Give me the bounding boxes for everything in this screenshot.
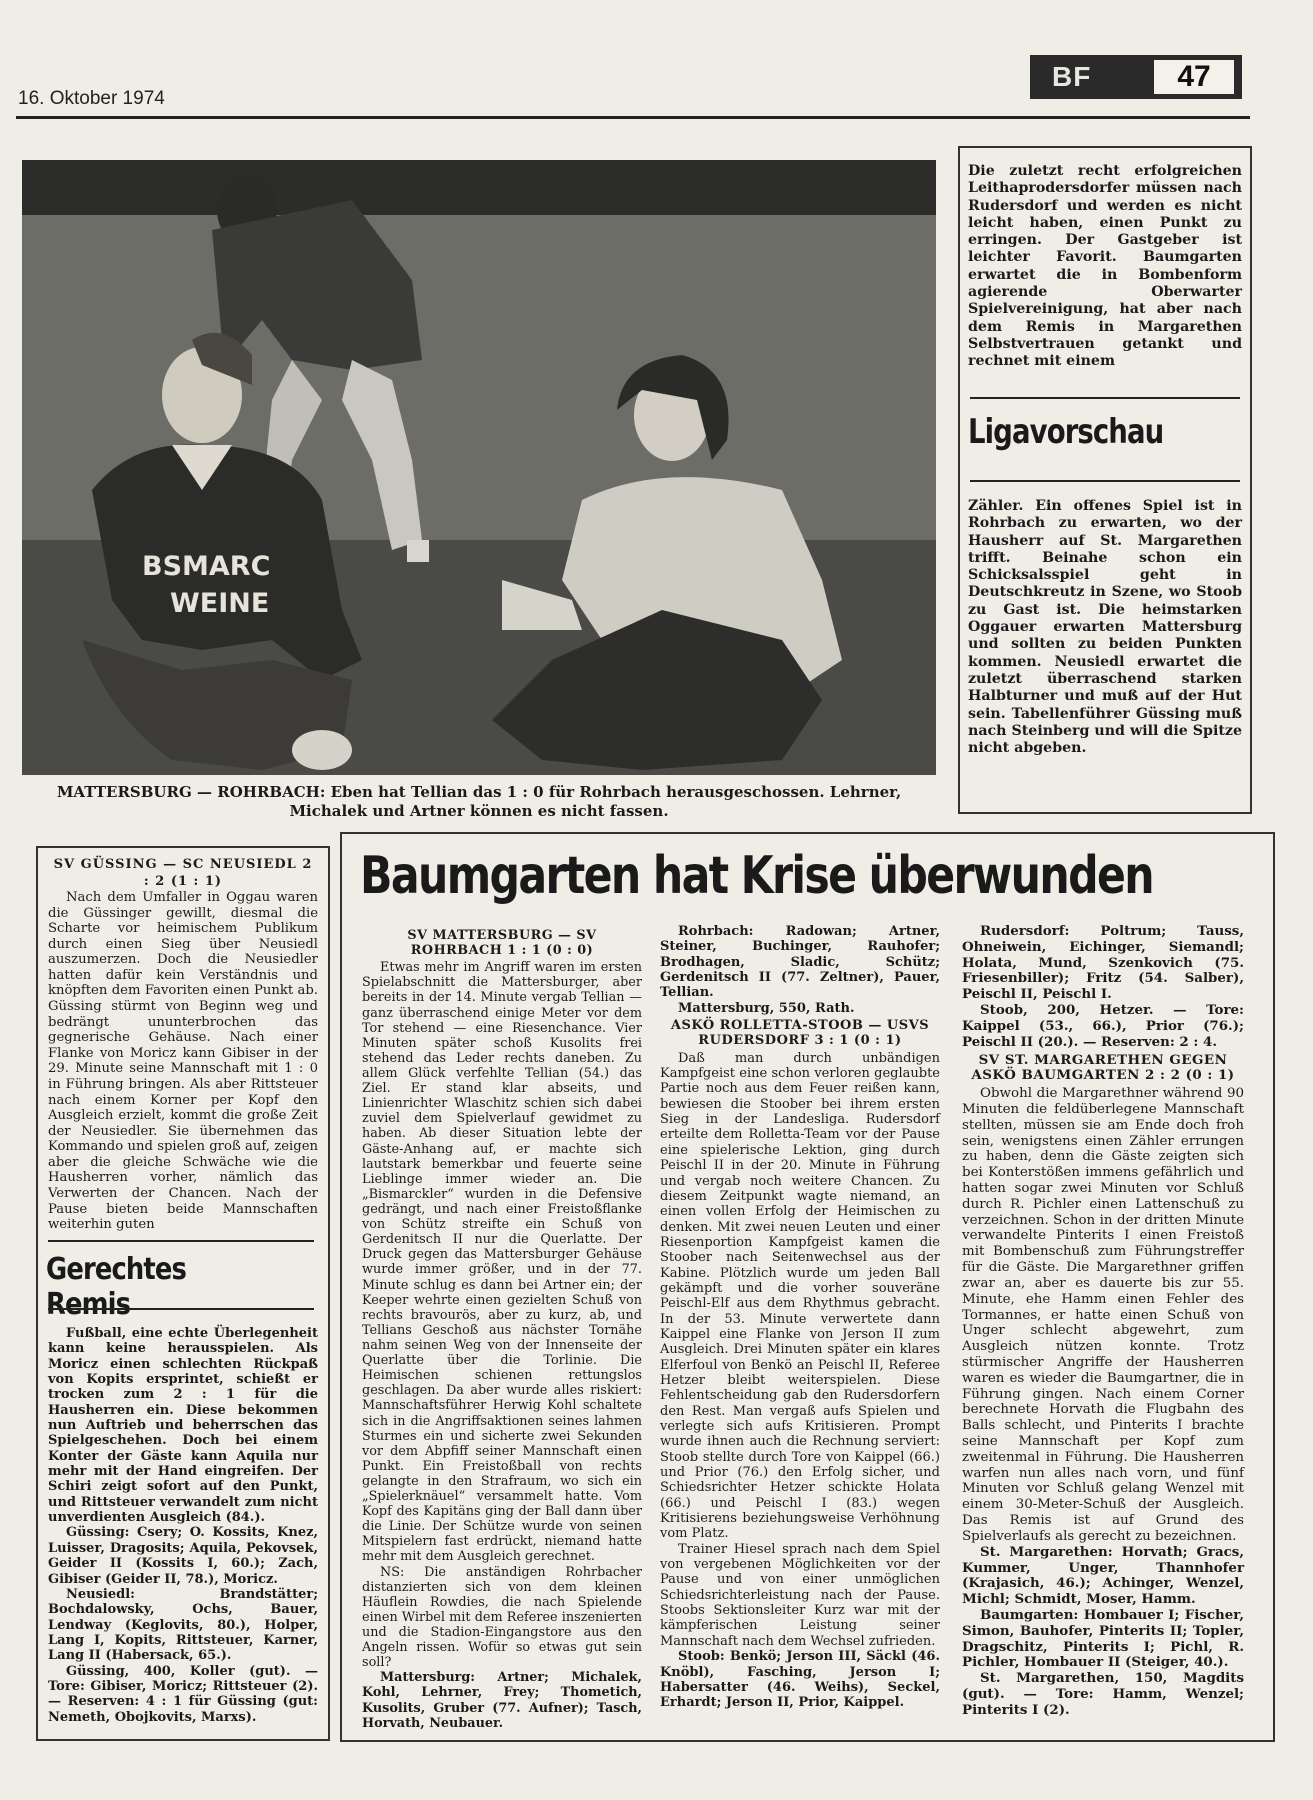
left-paragraph-2: Fußball, eine echte Überlegenheit kann keine herausspielen. Als Moricz einen schlechten Rückpaß von Kopits ersprintet, schießt er trocken zum 2 : 1 für die Hausherren ein. Diese bekommen nun Auftrieb und beherrschen das Spielgeschehen. Doch bei einem Konter der Gäste kann Aquila nur mehr mit der Hand eingreifen. Der Schiri zeigt sofort auf den Punkt, und Rittsteuer verwandelt zum nicht unverdienten Ausgleich (84.). <box>48 1326 318 1526</box>
preview-rule-top <box>970 397 1240 399</box>
logo-text: BF <box>1052 61 1092 92</box>
lineup-rohrbach: Rohrbach: Radowan; Artner, Steiner, Buchinger, Rauhofer; Brodhagen, Sladic, Schütz; Gerdenitsch II (77. Zeltner), Pauer, Tellian. <box>660 924 940 1001</box>
lineup-baumgarten: Baumgarten: Hombauer I; Fischer, Simon, Bauhofer, Pinterits II; Topler, Dragschitz, Pinterits I; Pichl, R. Pichler, Hombauer II (Steiger, 40.). <box>962 1606 1244 1671</box>
photo-caption: MATTERSBURG — ROHRBACH: Eben hat Tellian das 1 : 0 für Rohrbach herausgeschossen. Lehrner, Michalek und Artner können es nicht fassen. <box>56 783 902 820</box>
lineup-margarethen: St. Margarethen: Horvath; Gracs, Kummer, Unger, Thannhofer (Krajasich, 46.); Achinger, Wenzel, Michl; Schmidt, Moser, Hamm. <box>962 1543 1244 1608</box>
lineup-mattersburg: Mattersburg: Artner; Michalek, Kohl, Lehrner, Frey; Thometich, Kusolits, Gruber (77. Aufner); Tasch, Horvath, Neubauer. <box>362 1670 642 1731</box>
lineup-neusiedl: Neusiedl: Brandstätter; Bochdalowsky, Ochs, Bauer, Lendway (Keglovits, 80.), Holper, Lang I, Kopits, Rittsteuer, Karner, Lang II (Habersack, 65.). <box>48 1586 318 1664</box>
left-article-body <box>48 890 318 1233</box>
body-margarethen: Obwohl die Margarethner während 90 Minuten die feldüberlegene Mannschaft stellten, müssen sie am Ende doch froh sein, wenigstens einen Zähler errungen zu haben, denn die Gäste zeigten sich bei Konterstößen immens gefährlich und hatten sogar zwei Minuten vor Schluß durch R. Pichler einen Lattenschuß zu verzeichnen. Schon in der dritten Minute verwandelte Pinterits I einen Freistoß mit Bombenschuß zum Führungstreffer für die Gäste. Die Margarethner griffen zwar an, aber es dauerte bis zur 55. Minute, ehe Hamm einen Fehler des Tormannes, er hatte einen Schuß von Unger schlecht abgewehrt, zum Ausgleich nützen konnte. Trotz stürmischer Angriffe der Hausherren waren es wieder die Baumgartner, die in Führung gingen. Nach einem Corner berechnete Horvath die Flugbahn des Balls schlecht, und Pinterits I brachte seine Mannschaft per Kopf zum zweitenmal in Führung. Die Hausherren warfen nun alles nach vorn, und fünf Minuten vor Schluß gelang Wenzel mit einem 30-Meter-Schuß der Ausgleich. Das Remis ist auf Grund des Spielverlaufs als gerecht zu bezeichnen. <box>962 1086 1244 1544</box>
stadium-background <box>22 160 936 220</box>
stats-mattersburg: Mattersburg, 550, Rath. <box>678 1000 855 1016</box>
left-rule-bottom <box>48 1308 314 1310</box>
main-column-1 <box>362 926 642 1731</box>
page-number: 47 <box>1152 58 1236 96</box>
match-heading-mattersburg: SV MATTERSBURG — SV ROHRBACH 1 : 1 (0 : 0) <box>407 928 597 959</box>
stats-guessing: Güssing, 400, Koller (gut). — Tore: Gibiser, Moricz; Rittsteuer (2). — Reserven: 4 : 1 für Güssing (gut: Nemeth, Obojkovits, Marxs). <box>48 1663 318 1725</box>
left-headline: Gerechtes Remis <box>46 1252 187 1322</box>
photo-illustration <box>22 160 936 775</box>
body-stoob-2: Trainer Hiesel sprach nach dem Spiel von vergebenen Möglichkeiten vor der Pause und von einer unmöglichen Schiedsrichterleistung nach der Pause. Stoobs Sektionsleiter Kurz war mit der kämpferischen Leistung seiner Mannschaft nach dem Wechsel zufrieden. <box>660 1541 940 1649</box>
preview-text-bottom: Zähler. Ein offenes Spiel ist in Rohrbach zu erwarten, wo der Hausherr auf St. Margarethen trifft. Beinahe schon ein Schicksalsspiel geht in Deutschkreutz in Szene, wo Stoob zu Gast ist. Die heimstarken Oggauer erwarten Mattersburg und sollten zu beiden Punkten kommen. Neusiedl erwartet die zuletzt überraschend starken Halbturner und muß auf der Hut sein. Tabellenführer Güssing muß nach Steinberg und will die Spitze nicht abgeben. <box>968 498 1242 757</box>
body-mattersburg: Etwas mehr im Angriff waren im ersten Spielabschnitt die Mattersburger, aber bereits in der 14. Minute vergab Tellian — ganz überraschend einige Meter vor dem Tor stehend — eine Riesenchance. Vier Minuten später schoß Kusolits frei stehend das Leder rechts daneben. Zu allem Glück verfehlte Tellian (54.) das Ziel. Er stand klar abseits, und Linienrichter Wlaschitz schien sich dabei zuviel dem Spielverlauf gewidmet zu haben. Ab dieser Situation lebte der Gäste-Anhang auf, er machte sich lautstark bemerkbar und feuerte seine Lieblinge immer wieder an. Die „Bismarckler“ wurden in die Defensive gedrängt, und nach einer Freistoßflanke von Schütz streifte ein Schuß von Gerdenitsch II nur die Querlatte. Der Druck gegen das Mattersburger Gehäuse wurde immer größer, und in der 77. Minute schlug es dann bei Artner ein; der Keeper wehrte einen gezielten Schuß von rechts bravourös, aber zu kurz, ab, und Tellians Geschoß aus nächster Tornähe nahm seinen Weg von der Innenseite der Querlatte über die Torlinie. Die Heimischen schienen rettungslos geschlagen. Da aber wurde alles riskiert: Mannschaftsführer Herwig Kohl schaltete sich in die Angriffsaktionen seines lahmen Sturmes ein und sicherte zwei Sekunden vor dem Abpfiff seiner Mannschaft einen Punkt. Ein Freistoßball von rechts gelangte in den Strafraum, wo sich ein „Spielerknäuel“ versammelt hatte. Vom Kopf des Kapitäns ging der Ball dann über die Linie. Der Schütze wurde von seinen Mitspielern fast erdrückt, niemand hatte mehr mit dem Ausgleich gerechnet. <box>362 960 642 1565</box>
lineup-rudersdorf: Rudersdorf: Poltrum; Tauss, Ohneiwein, Eichinger, Siemandl; Holata, Mund, Szenkovich (75. Friesenbiller); Fritz (54. Salber), Peischl II, Peischl I. <box>962 923 1244 1003</box>
stats-margarethen: St. Margarethen, 150, Magdits (gut). — Tore: Hamm, Wenzel; Pinterits I (2). <box>962 1670 1244 1718</box>
jersey-text-2: WEINE <box>170 588 270 619</box>
stats-stoob: Stoob, 200, Hetzer. — Tore: Kaippel (53., 66.), Prior (76.); Peischl II (20.). — Reserven: 2 : 4. <box>962 1002 1244 1050</box>
body-stoob: Daß man durch unbändigen Kampfgeist eine schon verloren geglaubte Partie noch aus dem Feuer reißen kann, bewiesen die Stoober bei ihrem ersten Sieg in der Landesliga. Rudersdorf erteilte dem Rolletta-Team vor der Pause eine spielerische Lektion, ging durch Peischl II in der 20. Minute in Führung und vergab noch weitere Chancen. Zu diesem Zeitpunkt wagte niemand, an einen vollen Erfolg der Heimischen zu denken. Mit zwei neuen Leuten und einer Riesenportion Kampfgeist kamen die Stoober nach Seitenwechsel aus der Kabine. Plötzlich wurde um jeden Ball gekämpft und die vorher souveräne Peischl-Elf aus dem Rhythmus gebracht. In der 53. Minute verwertete dann Kaippel eine Flanke von Jerson II zum Ausgleich. Drei Minuten später ein klares Elferfoul von Benkö an Peischl II, Referee Hetzer bleibt weiterspielen. Diese Fehlentscheidung gab den Rudersdorfern den Rest. Man vergaß aufs Spielen und verlegte sich aufs Kritisieren. Prompt wurde ihnen auch die Rechnung serviert: Stoob stellte durch Tore von Kaippel (66.) und Prior (76.) den Erfolg sicher, und Schiedsrichter Hetzer schickte Holata (66.) und Peischl I (83.) wegen Kritisierens beziehungsweise Verhöhnung vom Platz. <box>660 1050 940 1542</box>
main-column-3 <box>962 924 1244 1719</box>
lineup-stoob: Stoob: Benkö; Jerson III, Säckl (46. Knöbl), Fasching, Jerson I; Habersatter (46. Weihs), Seckel, Erhardt; Jerson II, Prior, Kaippel. <box>660 1649 940 1711</box>
left-rule-top <box>48 1240 314 1242</box>
preview-text-top: Die zuletzt recht erfolgreichen Leithaprodersdorfer müssen nach Rudersdorf und werden es nicht leicht haben, einen Punkt zu erringen. Der Gastgeber ist leichter Favorit. Baumgarten erwartet die in Bombenform agierende Oberwarter Spielvereinigung, hat aber nach dem Remis in Margarethen Selbstvertrauen getankt und rechnet mit einem <box>968 163 1242 370</box>
lineup-guessing: Güssing: Csery; O. Kossits, Knez, Luisser, Dragosits; Aquila, Pekovsek, Geider II (Kossits I, 60.); Zach, Gibiser (Geider II, 78.), Moricz. <box>48 1525 318 1587</box>
ns-note: NS: Die anständigen Rohrbacher distanzierten sich von dem kleinen Häuflein Rowdies, die nach Spielende einen Wirbel mit dem Referee inszenierten und die Stadion-Eingangstore aus den Angeln rissen. Wofür so etwas gut sein soll? <box>362 1564 642 1671</box>
match-heading-margarethen: SV ST. MARGARETHEN GEGEN ASKÖ BAUMGARTEN 2 : 2 (0 : 1) <box>971 1051 1235 1084</box>
header-divider <box>16 116 1250 119</box>
left-match-heading: SV GÜSSING — SC NEUSIEDL 2 : 2 (1 : 1) <box>53 857 313 889</box>
preview-headline: Ligavorschau <box>968 412 1164 452</box>
issue-date: 16. Oktober 1974 <box>18 88 165 109</box>
left-paragraph: Nach dem Umfaller in Oggau waren die Güssinger gewillt, diesmal die Scharte vor heimischem Publikum durch einen Sieg über Neusiedl auszumerzen. Doch die Neusiedler hatten dafür kein Verständnis und knöpften dem Favoriten einen Punkt ab. Güssing stürmt von Beginn weg und bedrängt ununterbrochen das gegnerische Gehäuse. Nach einer Flanke von Moricz kann Gibiser in der 29. Minute seine Mannschaft mit 1 : 0 in Führung bringen. Als aber Rittsteuer nach einem Korner per Kopf den Ausgleich erzielt, kommt die große Zeit der Neusiedler. Sie übernehmen das Kommando und spielen groß auf, zeigen aber die gleiche Schwäche wie die Hausherren vorher, nämlich das Verwerten der Chancen. Nach der Pause bieten beide Mannschaften weiterhin guten <box>48 890 318 1233</box>
main-headline: Baumgarten hat Krise überwunden <box>360 846 1153 906</box>
jersey-text-1: BSMARC <box>142 551 271 582</box>
match-heading-stoob: ASKÖ ROLLETTA-STOOB — USVS RUDERSDORF 3 : 1 (0 : 1) <box>670 1018 930 1049</box>
main-column-2 <box>660 924 940 1711</box>
left-article-body-2 <box>48 1326 318 1725</box>
preview-rule-bottom <box>970 480 1240 482</box>
match-photo <box>22 160 936 775</box>
